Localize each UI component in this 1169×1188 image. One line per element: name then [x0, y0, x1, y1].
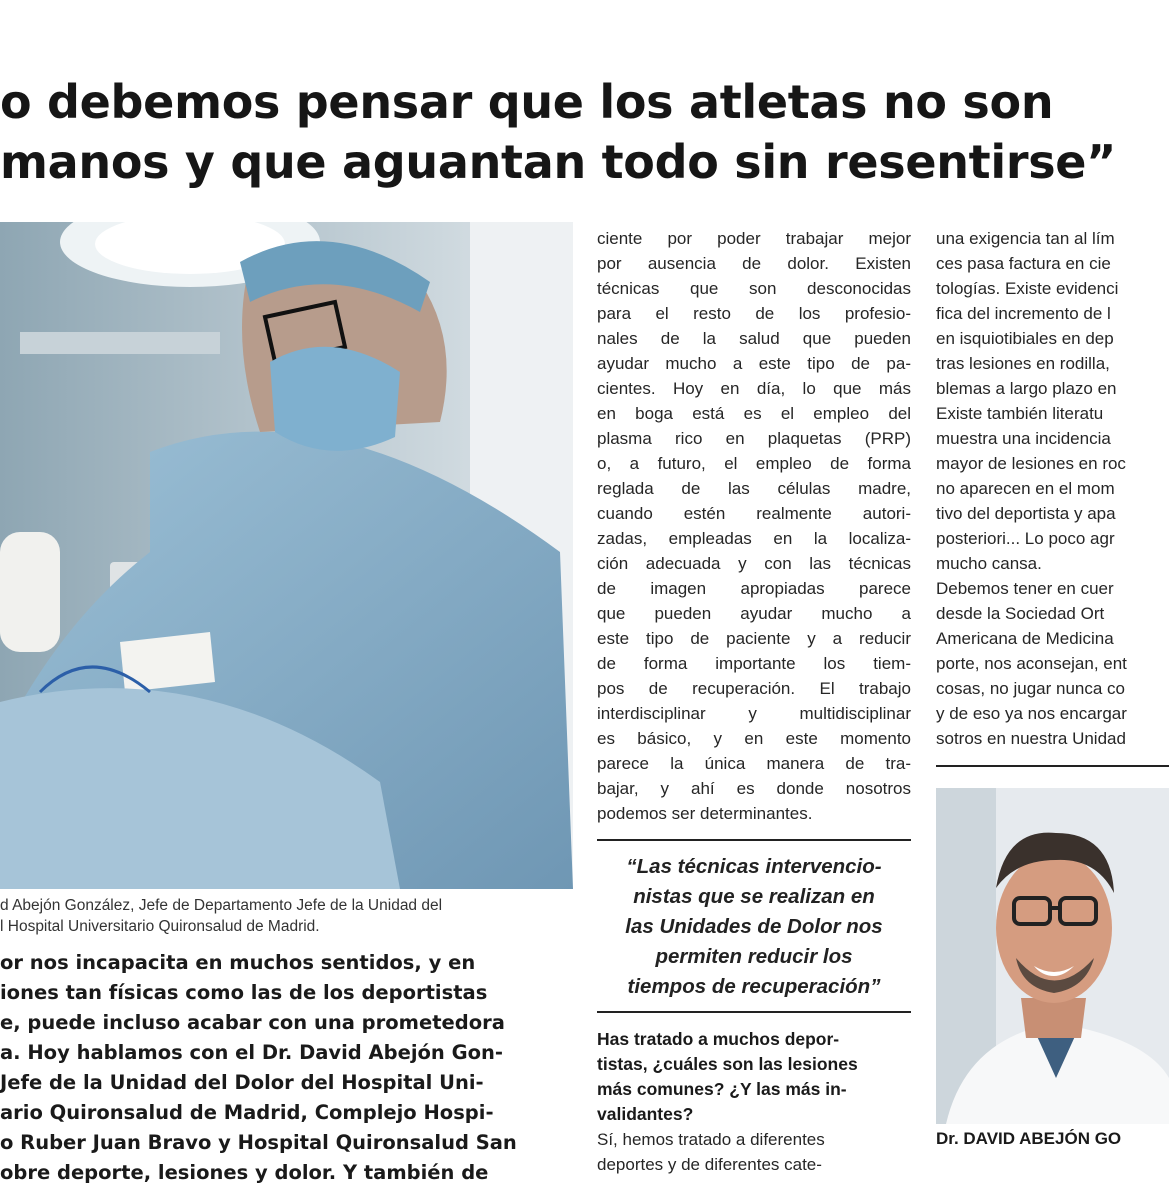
question-line: tistas, ¿cuáles son las lesiones	[597, 1054, 858, 1074]
body-line: cientes. Hoy en día, lo que más	[597, 379, 911, 398]
body-line: parece la única manera de tra-	[597, 754, 911, 773]
question-line: más comunes? ¿Y las más in-	[597, 1079, 847, 1099]
body-line: es básico, y en este momento	[597, 729, 911, 748]
surgery-photo	[0, 222, 573, 889]
lead-line: e, puede incluso acabar con una prometedora	[0, 1011, 505, 1034]
question-line: Has tratado a muchos depor-	[597, 1029, 840, 1049]
caption-line-1: d Abejón González, Jefe de Departamento Jefe de la Unidad del	[0, 897, 443, 914]
pullquote-line: nistas que se realizan en	[633, 885, 875, 908]
answer-line: Sí, hemos tratado a diferentes	[597, 1130, 825, 1149]
doctor-portrait	[936, 788, 1169, 1124]
doctor-portrait-illustration	[936, 788, 1169, 1124]
caption-line-2: l Hospital Universitario Quironsalud de Madrid.	[0, 918, 320, 935]
lead-paragraph	[0, 948, 573, 1188]
body-line: posteriori... Lo poco agr	[936, 529, 1115, 548]
body-line: Debemos tener en cuer	[936, 579, 1114, 598]
body-line: pos de recuperación. El trabajo	[597, 679, 911, 698]
body-line: una exigencia tan al lím	[936, 229, 1115, 248]
lead-line: or nos incapacita en muchos sentidos, y en	[0, 951, 476, 974]
lead-line: iones tan físicas como las de los deportistas	[0, 981, 488, 1004]
body-line: técnicas que son desconocidas	[597, 279, 911, 298]
body-line: en boga está es el empleo del	[597, 404, 911, 423]
pullquote	[597, 852, 911, 1002]
pullquote-top-rule	[597, 839, 911, 841]
body-line: bajar, y ahí es donde nosotros	[597, 779, 911, 798]
lead-line: o Ruber Juan Bravo y Hospital Quironsalud San	[0, 1131, 517, 1154]
doctor-signature: Dr. DAVID ABEJÓN GO	[936, 1129, 1122, 1148]
photo-caption	[0, 895, 573, 937]
body-line: para el resto de los profesio-	[597, 304, 911, 323]
body-line: ciente por poder trabajar mejor	[597, 229, 911, 248]
body-line: muestra una incidencia	[936, 429, 1111, 448]
body-line: que pueden ayudar mucho a	[597, 604, 911, 623]
body-line: tologías. Existe evidenci	[936, 279, 1119, 298]
pullquote-line: tiempos de recuperación”	[627, 975, 881, 998]
pullquote-line: “Las técnicas intervencio-	[626, 855, 882, 878]
body-line: Existe también literatu	[936, 404, 1104, 423]
body-line: en isquiotibiales en dep	[936, 329, 1114, 348]
body-line: cosas, no jugar nunca co	[936, 679, 1126, 698]
interview-question	[597, 1027, 917, 1127]
answer-line: deportes y de diferentes cate-	[597, 1155, 822, 1174]
interview-answer	[597, 1127, 911, 1177]
body-line: o, a futuro, el empleo de forma	[597, 454, 911, 473]
body-line: tivo del deportista y apa	[936, 504, 1116, 523]
lead-line: ario Quironsalud de Madrid, Complejo Hospi-	[0, 1101, 494, 1124]
body-line: porte, nos aconsejan, ent	[936, 654, 1127, 673]
body-line: este tipo de paciente y a reducir	[597, 629, 911, 648]
body-line: fica del incremento de l	[936, 304, 1111, 323]
body-line: blemas a largo plazo en	[936, 379, 1117, 398]
lead-line: obre deporte, lesiones y dolor. Y también de	[0, 1161, 489, 1184]
pullquote-bottom-rule	[597, 1011, 911, 1013]
body-line: ces pasa factura en cie	[936, 254, 1111, 273]
body-line: Americana de Medicina	[936, 629, 1114, 648]
body-line: tras lesiones en rodilla,	[936, 354, 1110, 373]
body-line: no aparecen en el mom	[936, 479, 1115, 498]
question-line: validantes?	[597, 1104, 694, 1124]
lead-line: a. Hoy hablamos con el Dr. David Abejón Gon-	[0, 1041, 503, 1064]
body-line: mayor de lesiones en roc	[936, 454, 1126, 473]
body-line: cuando estén realmente autori-	[597, 504, 911, 523]
pullquote-line: las Unidades de Dolor nos	[625, 915, 883, 938]
body-line: reglada de las células madre,	[597, 479, 911, 498]
body-line: nales de la salud que pueden	[597, 329, 911, 348]
body-line: plasma rico en plaquetas (PRP)	[597, 429, 911, 448]
body-line: desde la Sociedad Ort	[936, 604, 1105, 623]
body-line: interdisciplinar y multidisciplinar	[597, 704, 911, 723]
pullquote-line: permiten reducir los	[655, 945, 853, 968]
headline-line-1: o debemos pensar que los atletas no son	[0, 75, 1054, 129]
body-line: podemos ser determinantes.	[597, 804, 813, 823]
body-line: de imagen apropiadas parece	[597, 579, 911, 598]
body-line: zadas, empleadas en la localiza-	[597, 529, 911, 548]
portrait-top-rule	[936, 765, 1169, 767]
headline-line-2: manos y que aguantan todo sin resentirse”	[0, 135, 1117, 189]
body-line: ayudar mucho a este tipo de pa-	[597, 354, 911, 373]
body-line: sotros en nuestra Unidad	[936, 729, 1126, 748]
body-line: por ausencia de dolor. Existen	[597, 254, 911, 273]
body-line: ción adecuada y con las técnicas	[597, 554, 911, 573]
surgeon-illustration	[0, 222, 573, 889]
body-line: mucho cansa.	[936, 554, 1042, 573]
lead-line: Jefe de la Unidad del Dolor del Hospital Uni-	[0, 1071, 484, 1094]
body-column-3	[936, 226, 1169, 751]
body-line: y de eso ya nos encargar	[936, 704, 1127, 723]
body-line: de forma importante los tiem-	[597, 654, 911, 673]
body-column-2	[597, 226, 911, 826]
